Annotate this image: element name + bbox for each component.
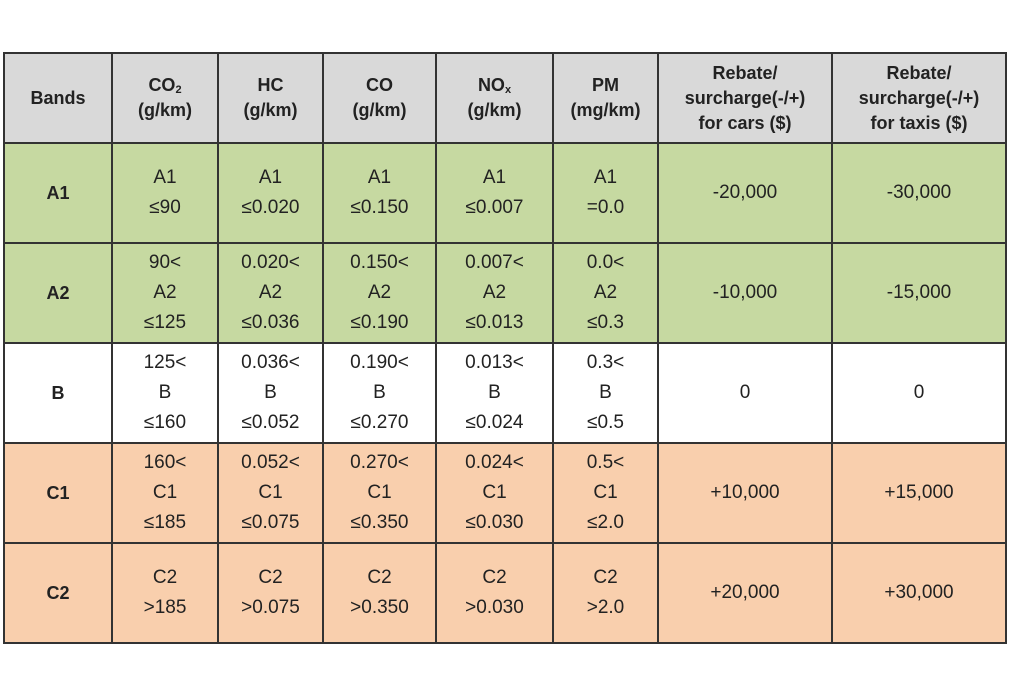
pm-cell <box>553 243 658 343</box>
header-co2-name: $CO_2$ <box>148 75 182 96</box>
co-cell <box>323 143 436 243</box>
header-hc-name: HC <box>257 75 284 95</box>
cell-line: 125< <box>143 352 187 373</box>
cell-line: C2 <box>152 567 178 588</box>
rebate-cars-cell: +10,000 <box>658 443 832 543</box>
nox-cell <box>436 443 553 543</box>
band-label: B <box>4 343 112 443</box>
co-cell <box>323 443 436 543</box>
header-rebate-cars <box>658 53 832 143</box>
cell-line: 0.036< <box>241 352 300 373</box>
rebate-taxis-cell: -30,000 <box>832 143 1006 243</box>
cell-line: A2 <box>367 282 392 303</box>
cell-line: ≤0.024 <box>465 412 524 433</box>
header-nox-name: $NO_x$ <box>477 75 512 96</box>
header-hc <box>218 53 323 143</box>
header-co-name: CO <box>366 75 393 95</box>
rebate-taxis-cell: 0 <box>832 343 1006 443</box>
cell-line: >0.075 <box>241 597 300 618</box>
rebate-taxis-cell: +15,000 <box>832 443 1006 543</box>
cell-line: ≤0.075 <box>241 512 300 533</box>
cell-line: C1 <box>152 482 178 503</box>
cell-line: 0.150< <box>350 252 409 273</box>
nox-cell <box>436 243 553 343</box>
nox-cell <box>436 543 553 643</box>
cell-line: ≤185 <box>143 512 187 533</box>
cell-line: B <box>488 382 501 403</box>
cell-line: 0.013< <box>465 352 524 373</box>
header-pm-name: PM <box>592 75 619 95</box>
pm-cell <box>553 343 658 443</box>
header-rebate-taxis-line1: Rebate/ <box>886 62 952 83</box>
co2-cell <box>112 243 218 343</box>
cell-line: >0.350 <box>350 597 409 618</box>
cell-line: A1 <box>367 167 392 188</box>
cell-line: ≤0.030 <box>465 512 524 533</box>
cell-line: A2 <box>593 282 618 303</box>
cell-line: C1 <box>593 482 618 503</box>
header-co2-unit: (g/km) <box>138 100 192 120</box>
cell-line: A1 <box>153 167 177 188</box>
cell-line: C2 <box>482 567 507 588</box>
cell-line: 0.270< <box>350 452 409 473</box>
hc-cell <box>218 143 323 243</box>
cell-line: ≤0.007 <box>465 197 524 218</box>
header-row <box>4 53 1006 143</box>
cell-line: C2 <box>258 567 283 588</box>
cell-line: >0.030 <box>465 597 524 618</box>
cell-line: 0.0< <box>586 252 625 273</box>
header-bands <box>4 53 112 143</box>
cell-line: 0.052< <box>241 452 300 473</box>
nox-cell <box>436 143 553 243</box>
cell-line: 0.190< <box>350 352 409 373</box>
table-row-a2 <box>4 243 1006 343</box>
header-rebate-cars-line3: for cars ($) <box>698 112 792 133</box>
cell-line: ≤0.013 <box>465 312 524 333</box>
cell-line: >2.0 <box>586 597 625 618</box>
cell-line: ≤0.5 <box>587 412 624 433</box>
cell-line: 0.024< <box>465 452 524 473</box>
cell-line: B <box>599 382 612 403</box>
rebate-cars-cell: 0 <box>658 343 832 443</box>
cell-line: B <box>373 382 386 403</box>
cell-line: =0.0 <box>586 197 625 218</box>
cell-line: A1 <box>258 167 283 188</box>
rebate-cars-cell: +20,000 <box>658 543 832 643</box>
cell-line: >185 <box>143 597 187 618</box>
co2-cell <box>112 543 218 643</box>
header-rebate-taxis-line2: surcharge(-/+) <box>858 87 980 108</box>
cell-line: ≤0.350 <box>350 512 409 533</box>
co-cell <box>323 543 436 643</box>
co2-cell <box>112 143 218 243</box>
header-rebate-taxis-line3: for taxis ($) <box>870 112 968 133</box>
cell-line: ≤90 <box>149 197 181 218</box>
hc-cell <box>218 243 323 343</box>
cell-line: ≤125 <box>143 312 187 333</box>
co2-cell <box>112 443 218 543</box>
cell-line: ≤0.052 <box>241 412 300 433</box>
header-rebate-cars-line2: surcharge(-/+) <box>684 87 806 108</box>
cell-line: C1 <box>482 482 507 503</box>
band-label: A2 <box>4 243 112 343</box>
cell-line: 0.020< <box>241 252 300 273</box>
hc-cell <box>218 543 323 643</box>
cell-line: ≤0.270 <box>350 412 409 433</box>
cell-line: ≤2.0 <box>587 512 624 533</box>
rebate-cars-cell: -10,000 <box>658 243 832 343</box>
hc-cell <box>218 443 323 543</box>
header-nox-unit: (g/km) <box>467 100 522 120</box>
cell-line: 160< <box>143 452 187 473</box>
cell-line: ≤0.190 <box>350 312 409 333</box>
pm-cell <box>553 443 658 543</box>
header-rebate-taxis <box>832 53 1006 143</box>
nox-cell <box>436 343 553 443</box>
header-co-unit: (g/km) <box>352 100 407 120</box>
header-rebate-cars-line1: Rebate/ <box>712 62 778 83</box>
header-bands-label: Bands <box>30 87 86 108</box>
hc-cell <box>218 343 323 443</box>
rebate-taxis-cell: +30,000 <box>832 543 1006 643</box>
table-row-a1 <box>4 143 1006 243</box>
cell-line: 0.3< <box>586 352 625 373</box>
header-co2 <box>112 53 218 143</box>
pm-cell <box>553 543 658 643</box>
band-label: C2 <box>4 543 112 643</box>
cell-line: A2 <box>258 282 283 303</box>
cell-line: B <box>158 382 172 403</box>
band-label: C1 <box>4 443 112 543</box>
emission-bands-table <box>3 52 1007 644</box>
cell-line: B <box>264 382 277 403</box>
cell-line: C1 <box>258 482 283 503</box>
cell-line: A1 <box>482 167 507 188</box>
co2-cell <box>112 343 218 443</box>
rebate-taxis-cell: -15,000 <box>832 243 1006 343</box>
cell-line: ≤160 <box>143 412 187 433</box>
table-row-c1 <box>4 443 1006 543</box>
pm-cell <box>553 143 658 243</box>
co-cell <box>323 243 436 343</box>
table-row-b <box>4 343 1006 443</box>
cell-line: C2 <box>593 567 618 588</box>
header-pm <box>553 53 658 143</box>
co-cell <box>323 343 436 443</box>
cell-line: 0.5< <box>586 452 625 473</box>
table-row-c2 <box>4 543 1006 643</box>
cell-line: A2 <box>482 282 507 303</box>
cell-line: A1 <box>593 167 618 188</box>
cell-line: 90< <box>148 252 182 273</box>
cell-line: C1 <box>367 482 392 503</box>
band-label: A1 <box>4 143 112 243</box>
cell-line: A2 <box>153 282 177 303</box>
header-nox <box>436 53 553 143</box>
cell-line: ≤0.020 <box>241 197 300 218</box>
cell-line: ≤0.3 <box>587 312 624 333</box>
cell-line: ≤0.150 <box>350 197 409 218</box>
header-hc-unit: (g/km) <box>243 100 298 120</box>
cell-line: C2 <box>367 567 392 588</box>
header-pm-unit: (mg/km) <box>570 100 641 120</box>
cell-line: ≤0.036 <box>241 312 300 333</box>
cell-line: 0.007< <box>465 252 524 273</box>
rebate-cars-cell: -20,000 <box>658 143 832 243</box>
header-co <box>323 53 436 143</box>
